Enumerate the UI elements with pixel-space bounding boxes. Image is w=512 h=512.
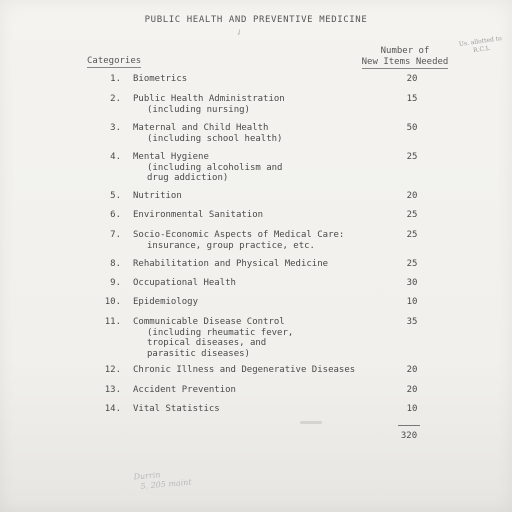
item-number: 11. — [104, 317, 121, 327]
item-label: Socio-Economic Aspects of Medical Care: — [133, 230, 345, 240]
item-number: 5. — [110, 191, 121, 201]
item-value: 20 — [406, 74, 418, 84]
item-description — [133, 259, 393, 270]
item-number: 14. — [104, 404, 121, 414]
item-value: 20 — [406, 365, 418, 375]
item-number: 7. — [110, 230, 121, 240]
item-sublabel: tropical diseases, and — [147, 338, 267, 348]
pen-mark: ✓ — [234, 26, 245, 39]
item-value: 25 — [406, 152, 418, 162]
page-title: PUBLIC HEALTH AND PREVENTIVE MEDICINE — [144, 15, 368, 25]
item-value: 10 — [406, 404, 418, 414]
item-description — [133, 94, 393, 115]
item-description — [133, 74, 393, 85]
item-label: Biometrics — [133, 74, 188, 84]
item-label: Environmental Sanitation — [133, 210, 264, 220]
item-sublabel: (including alcoholism and — [147, 162, 283, 173]
item-sublabel: insurance, group practice, etc. — [147, 240, 315, 251]
item-number: 2. — [110, 94, 121, 104]
item-label: Mental Hygiene — [133, 152, 209, 162]
item-label: Occupational Health — [133, 278, 236, 288]
item-value: 30 — [406, 278, 418, 288]
item-description — [133, 365, 393, 376]
item-description — [133, 230, 393, 251]
item-value: 50 — [406, 123, 418, 133]
item-description — [133, 210, 393, 221]
item-sublabel: (including rheumatic fever, — [147, 327, 294, 338]
item-value: 20 — [406, 385, 418, 395]
item-label: Nutrition — [133, 191, 182, 201]
item-number: 3. — [110, 123, 121, 133]
item-sublabel: (including school health) — [147, 133, 283, 144]
item-number: 1. — [110, 74, 121, 84]
handwritten-note: Us. allotted to R.C.L — [458, 35, 503, 55]
item-value: 25 — [406, 259, 418, 269]
item-number: 9. — [110, 278, 121, 288]
item-label: Epidemiology — [133, 297, 199, 307]
item-number: 12. — [104, 365, 121, 375]
item-label: Communicable Disease Control — [133, 317, 285, 327]
item-number: 10. — [104, 297, 121, 307]
item-description — [133, 152, 393, 184]
number-header-line2: New Items Needed — [361, 57, 449, 67]
item-value: 20 — [406, 191, 418, 201]
item-description — [133, 404, 393, 415]
item-label: Accident Prevention — [133, 385, 236, 395]
number-header — [357, 46, 453, 69]
scribble-line: Durrin — [133, 470, 161, 482]
item-label: Maternal and Child Health — [133, 123, 269, 133]
item-description — [133, 123, 393, 144]
item-value: 10 — [406, 297, 418, 307]
item-value: 25 — [406, 230, 418, 240]
number-header-line1: Number of — [380, 46, 430, 56]
categories-header: Categories — [87, 56, 142, 66]
smudge-mark — [300, 421, 322, 424]
item-description — [133, 191, 393, 202]
item-label: Chronic Illness and Degenerative Diseases — [133, 365, 356, 375]
item-number: 6. — [110, 210, 121, 220]
item-number: 13. — [104, 385, 121, 395]
item-sublabel: (including nursing) — [147, 104, 250, 115]
item-label: Vital Statistics — [133, 404, 220, 414]
total-value: 320 — [400, 431, 418, 441]
item-value: 35 — [406, 317, 418, 327]
total-rule — [398, 425, 420, 426]
item-description — [133, 297, 393, 308]
item-label: Rehabilitation and Physical Medicine — [133, 259, 329, 269]
item-number: 4. — [110, 152, 121, 162]
item-value: 25 — [406, 210, 418, 220]
item-description — [133, 278, 393, 289]
scribble-line: 5. 205 maint — [140, 477, 192, 491]
item-number: 8. — [110, 259, 121, 269]
item-sublabel: drug addiction) — [147, 173, 229, 183]
item-sublabel: parasitic diseases) — [147, 348, 250, 359]
item-description — [133, 385, 393, 396]
item-label: Public Health Administration — [133, 94, 285, 104]
handwritten-scribble — [133, 468, 192, 493]
item-description — [133, 317, 393, 359]
item-value: 15 — [406, 94, 418, 104]
